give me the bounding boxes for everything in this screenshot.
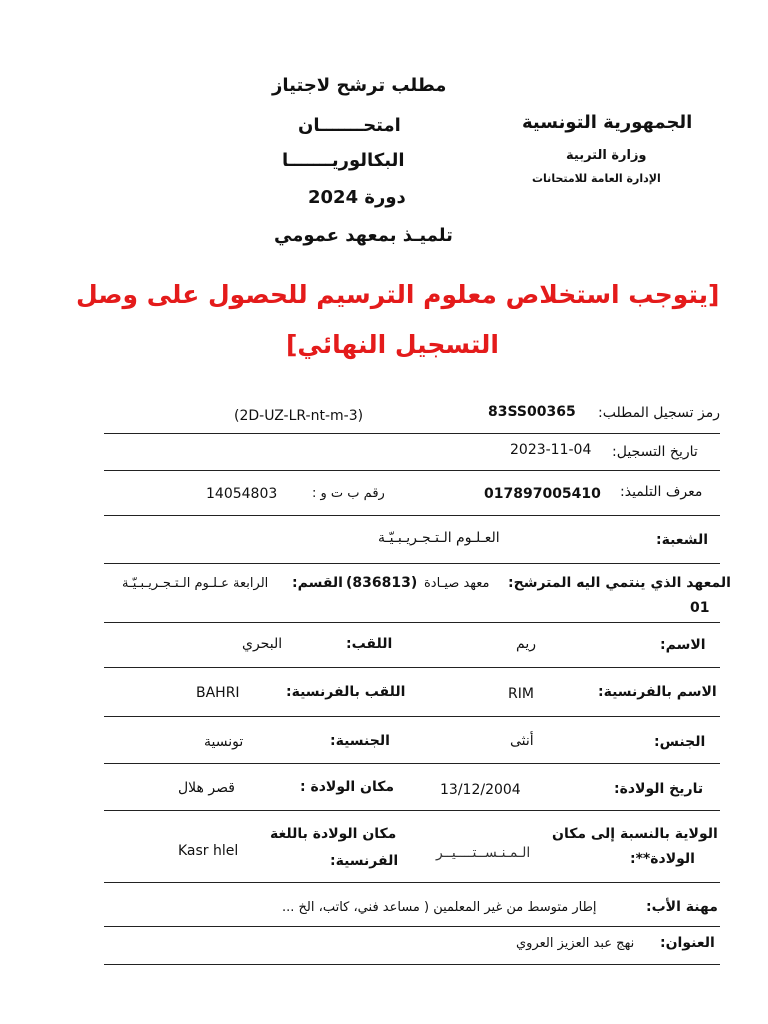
- request-code-label: رمز تسجيل المطلب:: [598, 405, 720, 421]
- institute-name: معهد صيـادة: [424, 576, 490, 591]
- governorate-value: الـمـنـســتــــيــر: [436, 845, 531, 861]
- last-name-fr-label: اللقب بالفرنسية:: [286, 684, 406, 700]
- republic-name: الجمهورية التونسية: [522, 112, 693, 133]
- student-id-label: معرف التلميذ:: [620, 484, 703, 500]
- address-value: نهج عبد العزيز العروي: [516, 936, 635, 951]
- row-divider: [104, 716, 720, 717]
- sex-value: أنثى: [510, 733, 534, 749]
- request-code: 83SS00365: [488, 404, 576, 420]
- row-divider: [104, 810, 720, 811]
- father-job-label: مهنة الأب:: [646, 899, 718, 915]
- section-label: القسم:: [292, 575, 343, 591]
- row-divider: [104, 882, 720, 883]
- branch-value: العـلـوم الـتـجـريـبـيّـة: [378, 530, 500, 546]
- row-divider: [104, 622, 720, 623]
- ministry-name: وزارة التربية: [566, 148, 647, 163]
- sex-label: الجنس:: [654, 734, 706, 750]
- section-number: 01: [690, 600, 710, 616]
- exam-word: امتحـــــــان: [298, 115, 401, 136]
- request-title: مطلب ترشح لاجتياز: [272, 75, 447, 96]
- birth-date: 13/12/2004: [440, 782, 521, 798]
- row-divider: [104, 433, 720, 434]
- birth-place-fr: Kasr hlel: [178, 843, 239, 859]
- directorate-name: الإدارة العامة للامتحانات: [532, 172, 661, 185]
- row-divider: [104, 926, 720, 927]
- session: دورة 2024: [308, 187, 406, 208]
- first-name-fr-label: الاسم بالفرنسية:: [598, 684, 717, 700]
- row-divider: [104, 964, 720, 965]
- institute-label: المعهد الذي ينتمي اليه المترشح:: [508, 575, 731, 591]
- birth-place-fr-label-line2: الفرنسية:: [330, 853, 399, 869]
- registration-date: 2023-11-04: [510, 442, 592, 458]
- request-code-extra: (2D-UZ-LR-nt-m-3): [234, 408, 364, 424]
- cin-number: 14054803: [206, 486, 278, 502]
- row-divider: [104, 515, 720, 516]
- row-divider: [104, 667, 720, 668]
- row-divider: [104, 763, 720, 764]
- registration-date-label: تاريخ التسجيل:: [612, 444, 698, 460]
- nationality-label: الجنسية:: [330, 733, 390, 749]
- payment-notice-line2: التسجيل النهائي]: [286, 330, 500, 359]
- birth-date-label: تاريخ الولادة:: [614, 781, 704, 797]
- last-name: البحري: [242, 636, 283, 652]
- row-divider: [104, 563, 720, 564]
- institute-code: (836813): [346, 575, 418, 591]
- birth-place-label: مكان الولادة :: [300, 779, 395, 795]
- student-type: تلميـذ بمعهد عمومي: [274, 225, 453, 246]
- father-job-value: إطار متوسط من غير المعلمين ( مساعد فني، كاتب، الخ ...: [282, 900, 597, 915]
- row-divider: [104, 470, 720, 471]
- governorate-label-line2: الولادة**:: [630, 851, 695, 867]
- branch-label: الشعبة:: [656, 532, 709, 548]
- first-name: ريم: [516, 636, 536, 652]
- address-label: العنوان:: [660, 935, 715, 951]
- bac-word: البكالوريـــــــا: [282, 150, 405, 171]
- birth-place: قصر هلال: [178, 780, 235, 796]
- student-id: 017897005410: [484, 486, 601, 502]
- section-value: الرابعة عـلـوم الـتـجـريـبـيّـة: [122, 576, 269, 591]
- cin-label: رقم ب ت و :: [312, 486, 385, 501]
- payment-notice-line1: [يتوجب استخلاص معلوم الترسيم للحصول على وصل: [76, 280, 720, 309]
- nationality-value: تونسية: [204, 734, 244, 750]
- birth-place-fr-label-line1: مكان الولادة باللغة: [270, 826, 397, 842]
- first-name-label: الاسم:: [660, 637, 706, 653]
- governorate-label-line1: الولاية بالنسبة إلى مكان: [552, 826, 718, 842]
- first-name-fr: RIM: [508, 686, 534, 702]
- last-name-fr: BAHRI: [196, 685, 240, 701]
- last-name-label: اللقب:: [346, 636, 393, 652]
